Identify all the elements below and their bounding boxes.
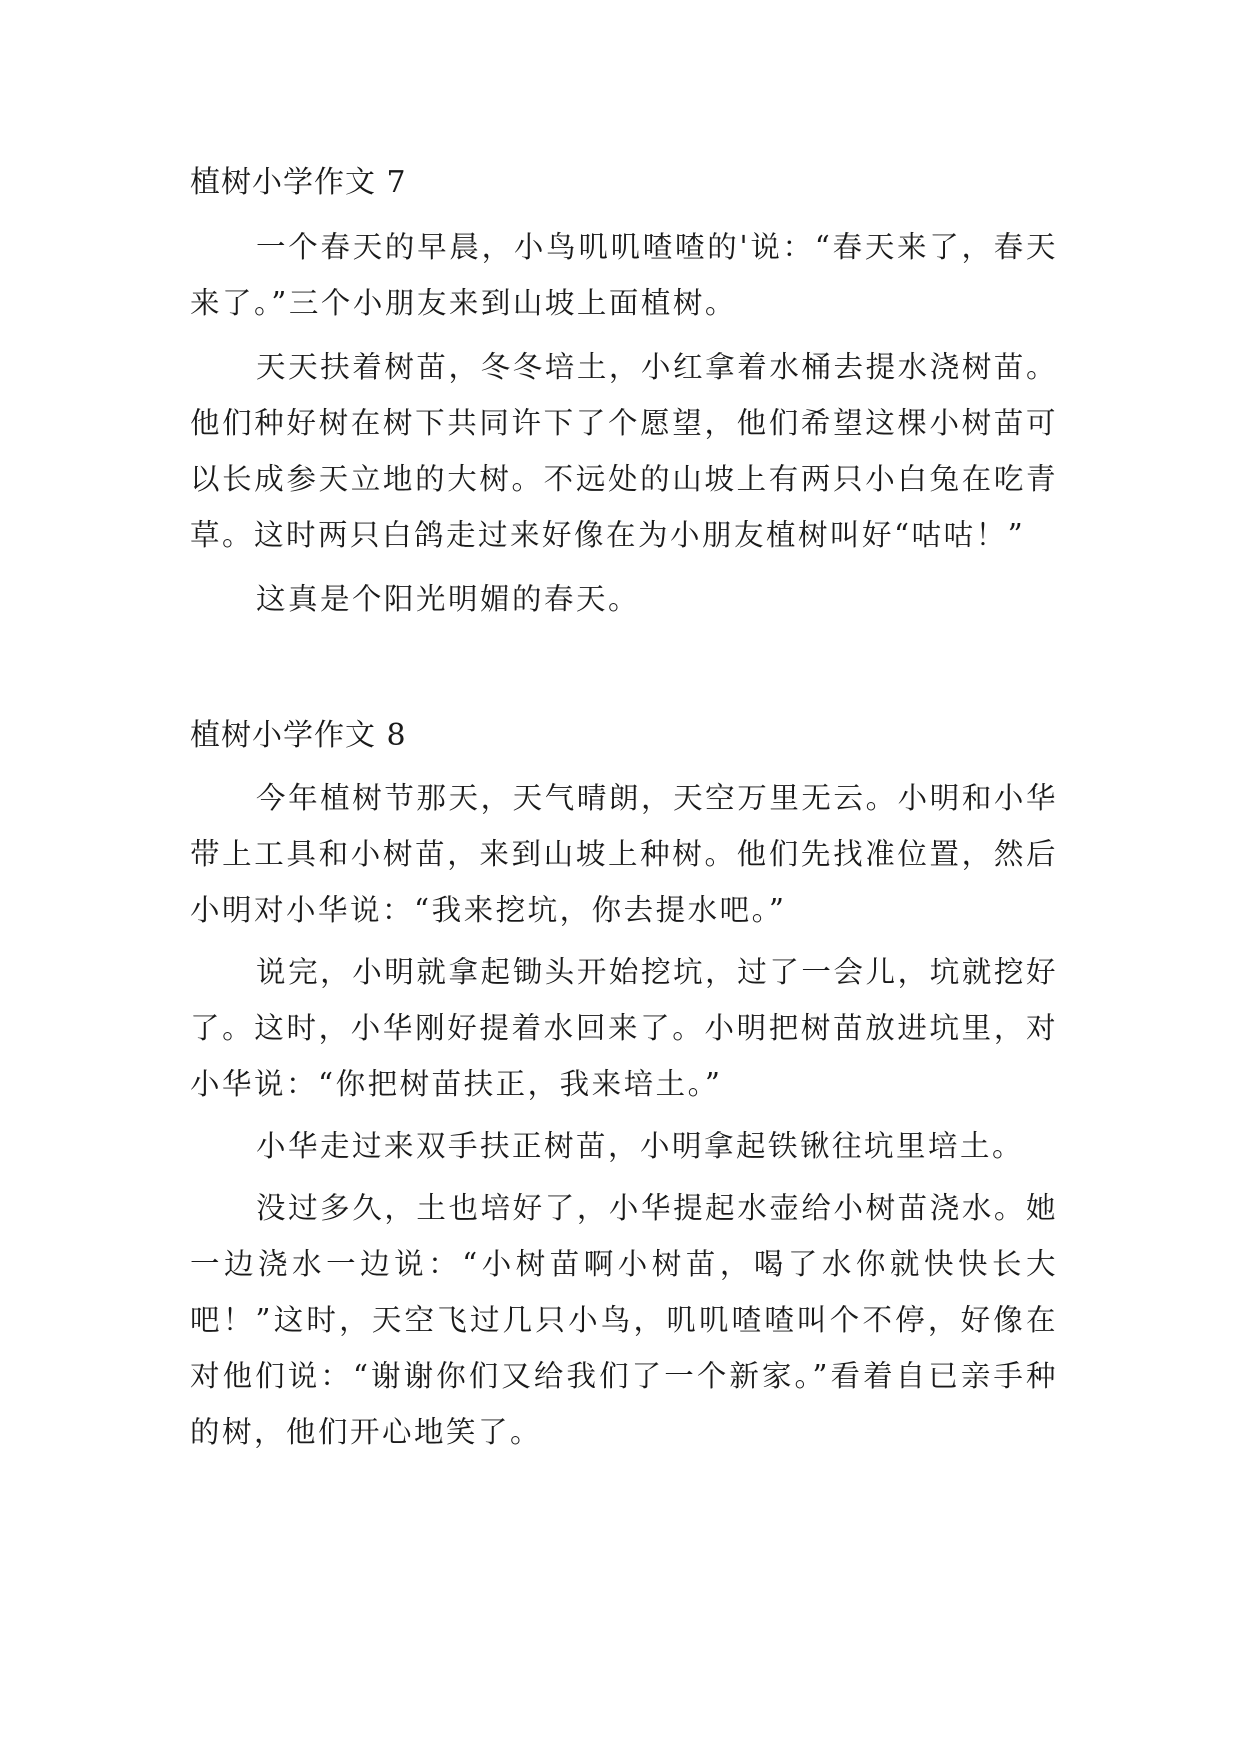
essay-section-8 bbox=[190, 708, 1058, 1460]
paragraph: 这真是个阳光明媚的春天。 bbox=[256, 582, 641, 616]
paragraph: 天天扶着树苗，冬冬培土，小红拿着水桶去提水浇树苗。他们种好树在树下共同许下了个愿望，他们希望这棵小树苗可以长成参天立地的大树。不远处的山坡上有两只小白兔在吃青草。这时两只白鸽走过来好像在为小朋友植树叫好“咕咕！” bbox=[190, 350, 1058, 552]
paragraph: 说完，小明就拿起锄头开始挖坑，过了一会儿，坑就挖好了。这时，小华刚好提着水回来了。小明把树苗放进坑里，对小华说：“你把树苗扶正，我来培土。” bbox=[190, 955, 1058, 1101]
paragraph: 今年植树节那天，天气晴朗，天空万里无云。小明和小华带上工具和小树苗，来到山坡上种树。他们先找准位置，然后小明对小华说：“我来挖坑，你去提水吧。” bbox=[190, 781, 1058, 927]
section-title: 植树小学作文 8 bbox=[190, 718, 407, 753]
section-title: 植树小学作文 7 bbox=[190, 165, 407, 200]
paragraph: 小华走过来双手扶正树苗，小明拿起铁锹往坑里培土。 bbox=[256, 1129, 1025, 1163]
paragraph: 一个春天的早晨，小鸟叽叽喳喳的'说：“春天来了，春天来了。”三个小朋友来到山坡上面植树。 bbox=[190, 230, 1058, 320]
essay-section-7 bbox=[190, 155, 1058, 627]
paragraph: 没过多久，土也培好了，小华提起水壶给小树苗浇水。她一边浇水一边说：“小树苗啊小树苗，喝了水你就快快长大吧！”这时，天空飞过几只小鸟，叽叽喳喳叫个不停，好像在对他们说：“谢谢你们又给我们了一个新家。”看着自已亲手种的树，他们开心地笑了。 bbox=[190, 1191, 1058, 1449]
